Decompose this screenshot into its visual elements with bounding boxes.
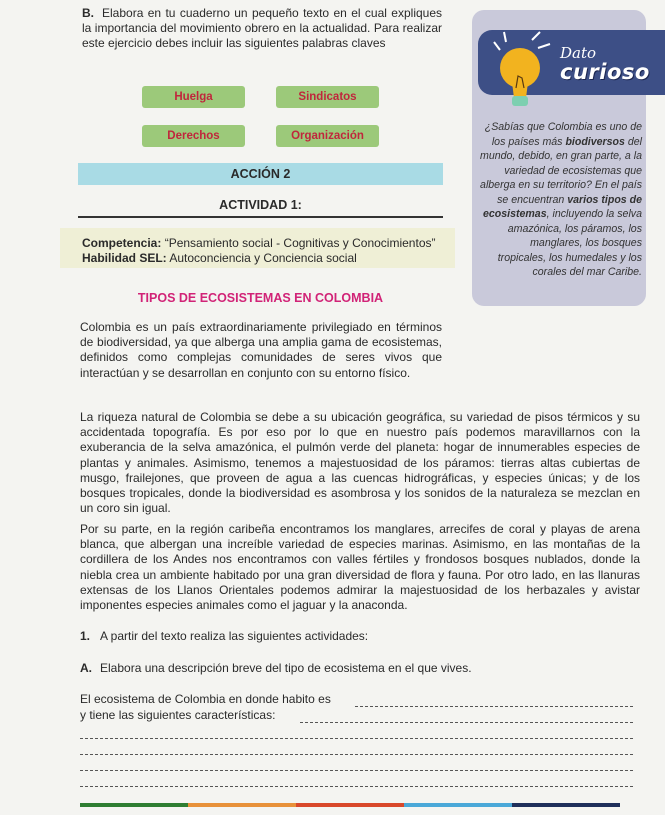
section-b-text: Elabora en tu cuaderno un pequeño texto en el cual expliques la importancia del movimiento obrero en la actualidad. Para realizar este ejercicio debes incluir las siguientes palabras claves [82, 6, 442, 51]
callout-bold-1: biodiversos [565, 135, 625, 148]
answer-line[interactable] [80, 786, 633, 787]
color-bar-red [296, 803, 404, 807]
answer-line[interactable] [300, 722, 633, 723]
callout-text-1: ¿Sabías que Colombia es uno de los países más [484, 121, 642, 148]
color-bar-navy [512, 803, 620, 807]
activity-1-marker: 1. [80, 629, 91, 643]
actividad-heading: ACTIVIDAD 1: [219, 198, 302, 212]
answer-line[interactable] [355, 706, 633, 707]
answer-line[interactable] [80, 738, 633, 739]
answer-line[interactable] [80, 770, 633, 771]
activity-a [80, 661, 472, 676]
activity-1-text: A partir del texto realiza las siguientes actividades: [100, 629, 369, 643]
habilidad-label: Habilidad SEL: [82, 251, 167, 265]
color-bar [80, 803, 620, 807]
color-bar-green [80, 803, 188, 807]
paragraph-3: Por su parte, en la región caribeña encontramos los manglares, arrecifes de coral y playas de arena blanca, que albergan una increíble variedad de especies marinas. Asimismo, en las montañas de la cordillera de los Andes nos encontramos con valles fértiles y frondosos bosques nublados, donde la niebla crea un ambiente habitado por una gran diversidad de flora y fauna. Por otro lado, en las llanuras extensas de los Llanos Orientales podemos admirar la majestuosidad de los herbazales y avistar imponentes especies animales como el jaguar y la anaconda. [80, 522, 640, 613]
paragraph-1: Colombia es un país extraordinariamente privilegiado en términos de biodiversidad, ya que alberga una amplia gama de ecosistemas, definidos como complejas comunidades de seres vivos que interactúan y se desarrollan en conjunto con su entorno físico. [80, 320, 442, 380]
keyword-derechos: Derechos [142, 125, 245, 147]
answer-line[interactable] [80, 754, 633, 755]
divider [78, 216, 443, 218]
callout-text-2: del mundo, debido, en gran parte, a la variedad de ecosistemas que alberga en su territorio? En el país se encuentran [480, 135, 642, 206]
callout-title-curioso: curioso [560, 60, 650, 84]
callout-text-3: , incluyendo la selva amazónica, los páramos, los manglares, los bosques tropicales, los humedales y los corales del mar Caribe. [497, 208, 642, 278]
color-bar-orange [188, 803, 296, 807]
callout-text [480, 120, 642, 280]
section-b-marker: B. [82, 6, 94, 20]
competencia-value: “Pensamiento social - Cognitivas y Conocimientos” [164, 236, 436, 250]
keyword-sindicatos: Sindicatos [276, 86, 379, 108]
activity-a-text: Elabora una descripción breve del tipo de ecosistema en el que vives. [100, 661, 472, 675]
activity-a-marker: A. [80, 661, 92, 675]
habilidad-value: Autoconciencia y Conciencia social [169, 251, 357, 265]
section-title: TIPOS DE ECOSISTEMAS EN COLOMBIA [137, 291, 384, 305]
activity-1 [80, 629, 368, 644]
competencia-label: Competencia: [82, 236, 162, 250]
paragraph-2: La riqueza natural de Colombia se debe a su ubicación geográfica, su variedad de pisos térmicos y su accidentada topografía. Es por eso por lo que en nuestro país podemos maravillarnos con la exuberancia de la selva amazónica, el pulmón verde del planeta: hogar de innumerables especies de plantas y animales. Asimismo, tenemos a majestuosidad de los páramos: tierras altas cubiertas de musgo, frailejones, que proveen de agua a las cuencas hidrográficas, y especies únicas; y de los bosques tropicales, donde la biodiversidad es asombrosa y los sonidos de la naturaleza se mezclan en un coro sin igual. [80, 410, 640, 516]
lightbulb-icon [492, 28, 562, 118]
competencia-box [60, 228, 455, 268]
callout-title-dato: Dato [560, 44, 597, 62]
fill-prompt-1: El ecosistema de Colombia en donde habito es [80, 692, 331, 706]
keyword-huelga: Huelga [142, 86, 245, 108]
callout-bold-2: varios tipos de ecosistemas [482, 193, 642, 220]
section-b [82, 6, 442, 52]
color-bar-blue [404, 803, 512, 807]
accion-heading: ACCIÓN 2 [78, 163, 443, 185]
fill-prompt-2: y tiene las siguientes características: [80, 708, 276, 722]
keyword-organizacion: Organización [276, 125, 379, 147]
